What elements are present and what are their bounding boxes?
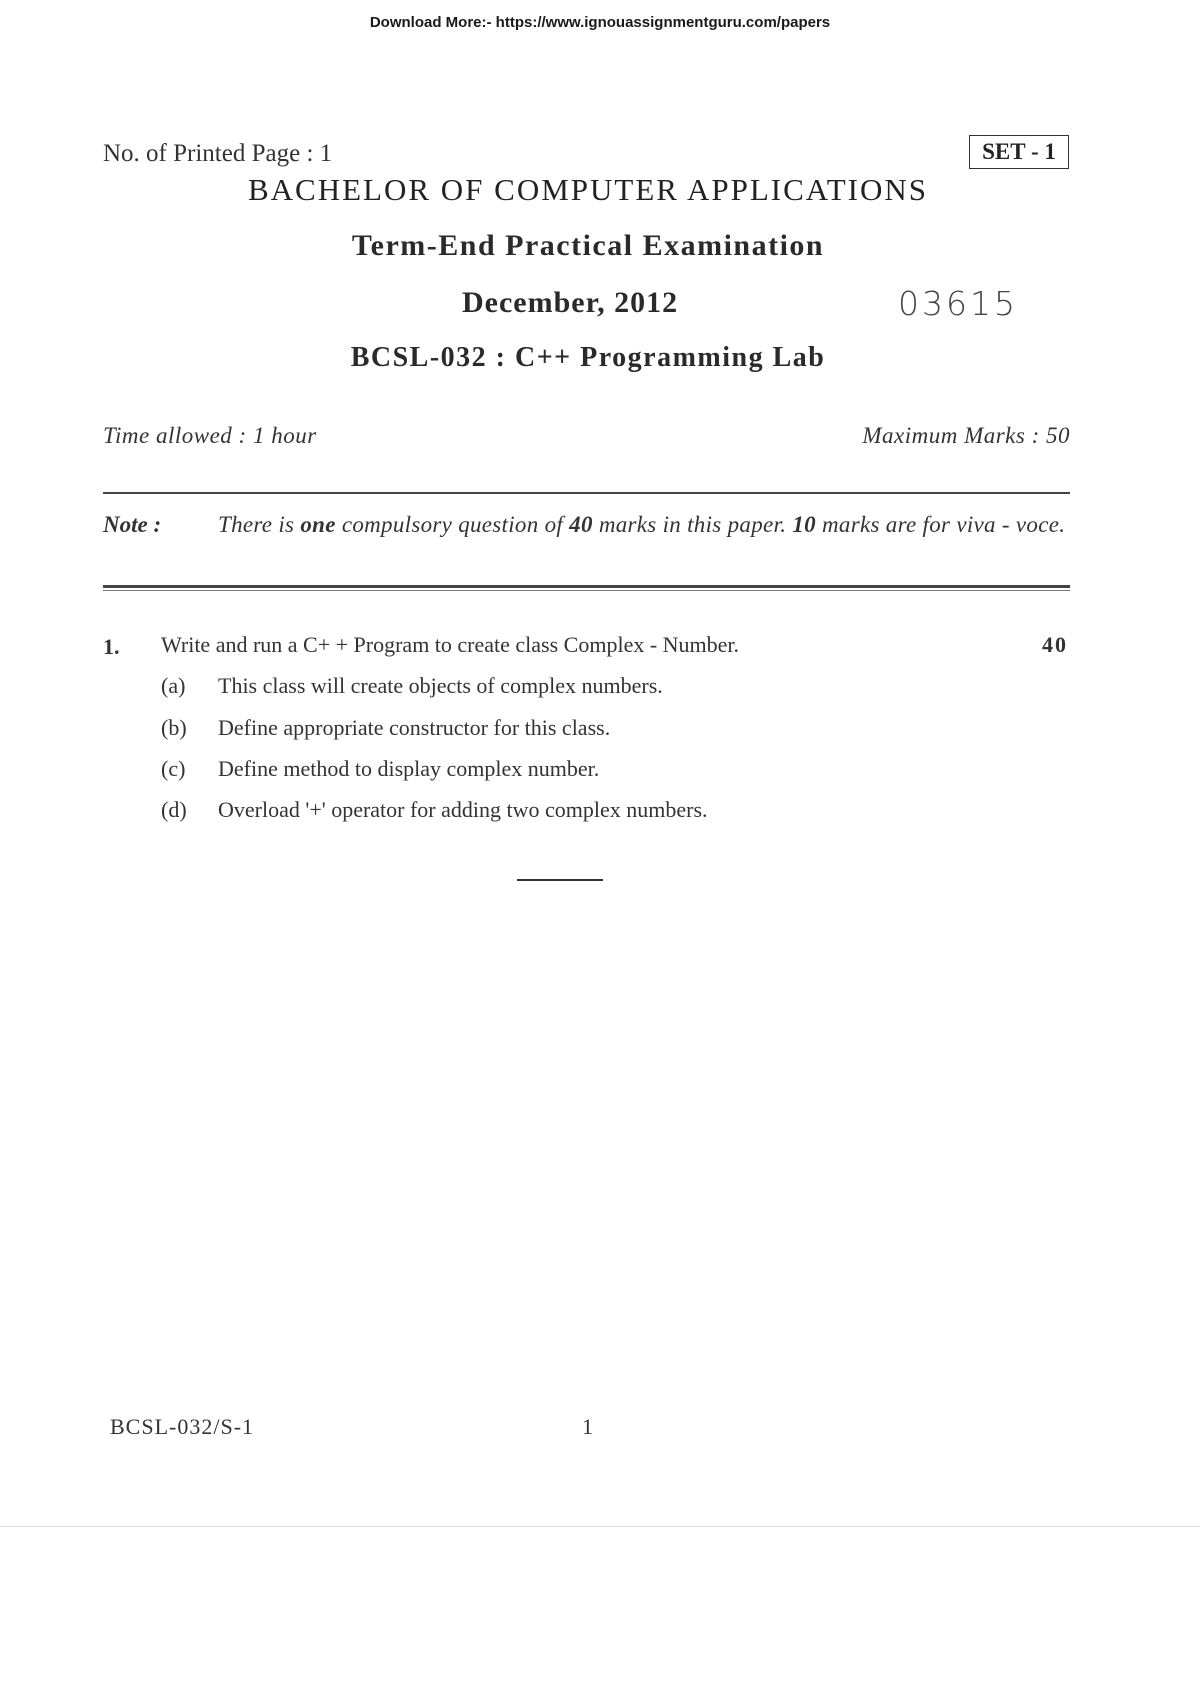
note-text-part: marks are for viva - voce. <box>822 512 1066 537</box>
question-marks: 40 <box>1042 632 1068 657</box>
note-text-part: compulsory question of <box>341 512 564 537</box>
part-label: (b) <box>161 715 187 740</box>
course-title: BCSL-032 : C++ Programming Lab <box>350 342 826 373</box>
note-emphasis-10: 10 <box>792 512 816 537</box>
download-link-text: Download More:- https://www.ignouassignmentguru.com/papers <box>369 14 831 31</box>
part-label: (c) <box>161 756 186 781</box>
part-text: Overload '+' operator for adding two complex numbers. <box>218 797 708 822</box>
part-label: (a) <box>161 673 186 698</box>
part-text: Define appropriate constructor for this class. <box>218 715 611 740</box>
footer-page-number: 1 <box>582 1414 593 1439</box>
set-badge: SET - 1 <box>969 135 1069 169</box>
note-label: Note : <box>103 512 162 537</box>
divider-double-bottom <box>103 590 1070 591</box>
part-text: This class will create objects of complex numbers. <box>218 673 663 698</box>
note-emphasis-one: one <box>300 512 336 537</box>
question-number: 1. <box>103 634 120 659</box>
program-title: BACHELOR OF COMPUTER APPLICATIONS <box>247 172 929 207</box>
scan-edge-line <box>0 1526 1200 1527</box>
printed-pages: No. of Printed Page : 1 <box>103 140 333 167</box>
note-emphasis-40: 40 <box>569 512 593 537</box>
part-text: Define method to display complex number. <box>218 756 600 781</box>
question-text: Write and run a C+ + Program to create class Complex - Number. <box>161 632 740 657</box>
footer-paper-code: BCSL-032/S-1 <box>110 1414 255 1439</box>
note-text <box>218 510 1070 540</box>
exam-date: December, 2012 <box>462 286 679 319</box>
paper-code: 03615 <box>898 284 1018 323</box>
divider-double-top <box>103 585 1070 588</box>
exam-title: Term-End Practical Examination <box>351 229 825 262</box>
end-of-paper-rule <box>517 879 603 881</box>
maximum-marks: Maximum Marks : 50 <box>862 423 1070 448</box>
part-label: (d) <box>161 797 187 822</box>
time-allowed: Time allowed : 1 hour <box>103 423 317 448</box>
note-text-part: There is <box>218 512 295 537</box>
divider-top <box>103 492 1070 494</box>
note-text-part: marks in this paper. <box>598 512 787 537</box>
